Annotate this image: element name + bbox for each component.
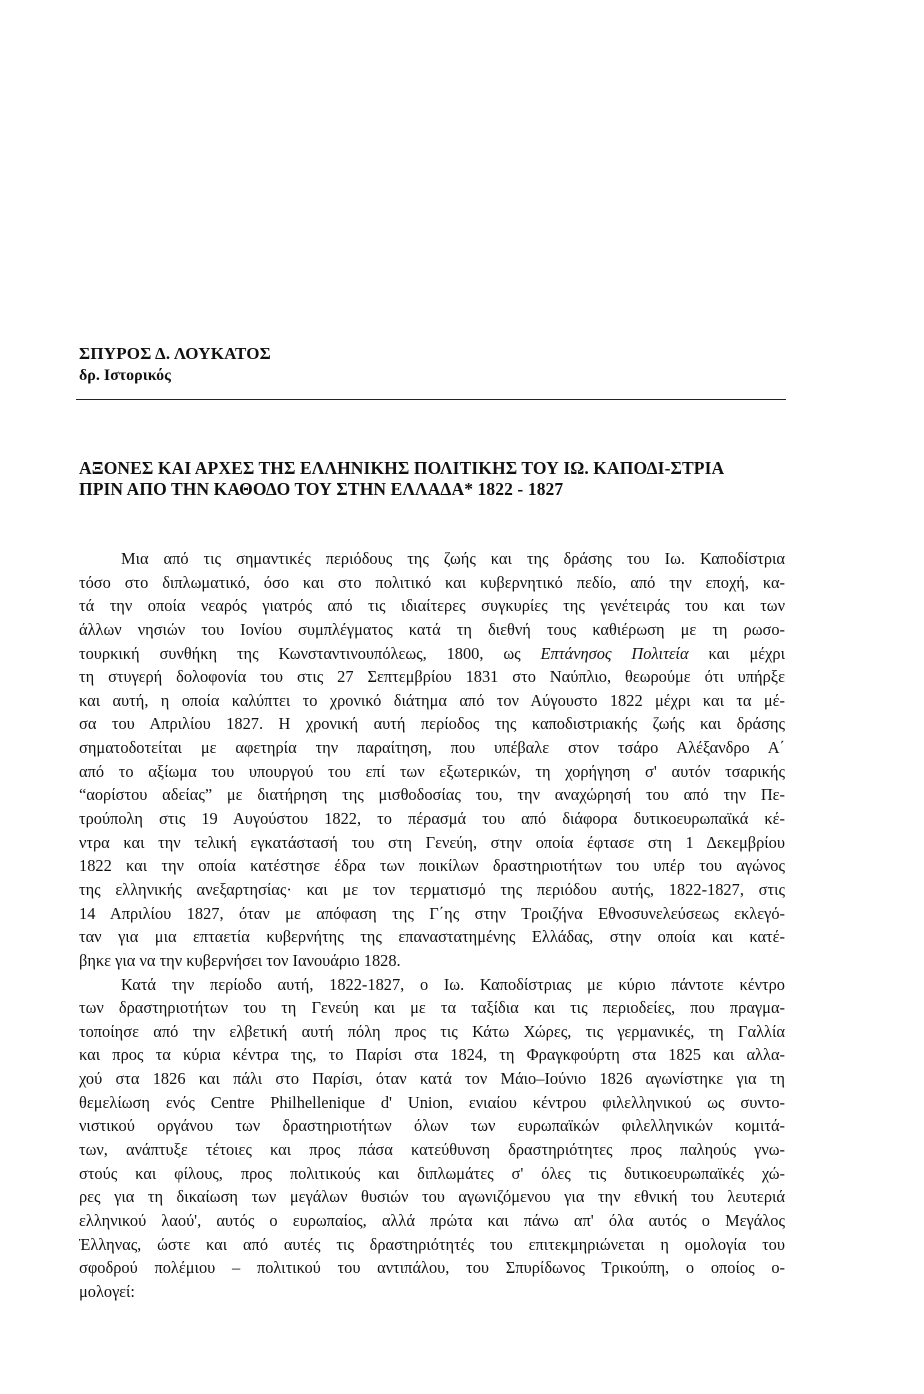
text-line: 1822 και την οποία κατέστησε έδρα των ποικίλων δραστηριοτήτων του υπέρ του αγώνος xyxy=(79,856,785,876)
text-line: τουρκική συνθήκη της Κωνσταντινουπόλεως, 1800, ως Επτάνησος Πολιτεία και μέχρι xyxy=(79,643,785,663)
paragraph xyxy=(79,973,785,1304)
author-name: ΣΠΥΡΟΣ Δ. ΛΟΥΚΑΤΟΣ xyxy=(79,344,271,363)
paragraph xyxy=(79,547,785,973)
text-line: νιστικού οργάνου των δραστηριοτήτων όλων των ευρωπαϊκών φιλελληνικών κομιτά- xyxy=(79,1116,785,1136)
text-line: ντρα και την τελική εγκατάστασή του στη Γενεύη, στην οποία έφτασε στη 1 Δεκεμβρίου xyxy=(79,832,785,852)
author-title: δρ. Ιστορικός xyxy=(79,367,171,384)
header-divider xyxy=(76,399,786,400)
text-line: στούς και φίλους, προς πολιτικούς και διπλωμάτες σ' όλες τις δυτικοευρωπαϊκές χώ- xyxy=(79,1163,785,1183)
text-line: και προς τα κύρια κέντρα της, το Παρίσι στα 1824, τη Φραγκφούρτη στα 1825 και αλλα- xyxy=(79,1045,785,1065)
text-line: τοποίησε από την ελβετική αυτή πόλη προς τις Κάτω Χώρες, τις γερμανικές, τη Γαλλία xyxy=(79,1021,785,1041)
text-line: ταν για μια επταετία κυβερνήτης της επαναστατημένης Ελλάδας, στην οποία και κατέ- xyxy=(79,927,785,947)
text-line: θεμελίωση ενός Centre Philhellenique d' Union, ενιαίου κέντρου φιλελληνικού ως συντο- xyxy=(79,1092,785,1112)
text-line: Μια από τις σημαντικές περιόδους της ζωής και της δράσης του Ιω. Καποδίστρια xyxy=(121,549,785,568)
text-line: σηματοδοτείται με αφετηρία την παραίτηση, που υπέβαλε στον τσάρο Αλέξανδρο Α΄ xyxy=(79,738,785,758)
text-line: ελληνικού λαού', αυτός ο ευρωπαίος, αλλά πρώτα και πάνω απ' όλα αυτός ο Μεγάλος xyxy=(79,1210,785,1230)
text-line: σφοδρού πολέμιου – πολιτικού του αντιπάλου, του Σπυρίδωνος Τρικούπη, ο οποίος ο- xyxy=(79,1258,785,1278)
text-line: Κατά την περίοδο αυτή, 1822-1827, ο Ιω. Καποδίστριας με κύριο πάντοτε κέντρο xyxy=(121,974,785,994)
text-line: της ελληνικής ανεξαρτησίας· και με τον τερματισμό της περιόδου αυτής, 1822-1827, στις xyxy=(79,879,785,899)
text-line: μολογεί: xyxy=(79,1281,135,1301)
text-line: και αυτή, η οποία καλύπτει το χρονικό διάτημα από τον Αύγουστο 1822 μέχρι και τα μέ- xyxy=(79,690,785,710)
article-title-line: ΑΞΟΝΕΣ ΚΑΙ ΑΡΧΕΣ ΤΗΣ ΕΛΛΗΝΙΚΗΣ ΠΟΛΙΤΙΚΗΣ ΤΟΥ ΙΩ. ΚΑΠΟΔΙ-ΣΤΡΙΑ xyxy=(79,458,725,478)
text-line: βηκε για να την κυβερνήσει τον Ιανουάριο 1828. xyxy=(79,950,401,970)
text-line: τη στυγερή δολοφονία του στις 27 Σεπτεμβρίου 1831 στο Ναύπλιο, θεωρούμε ότι υπήρξε xyxy=(79,667,785,687)
author-block xyxy=(79,344,271,388)
text-line: 14 Απριλίου 1827, όταν με απόφαση της Γ΄ης στην Τροιζήνα Εθνοσυνελεύσεως εκλεγό- xyxy=(79,903,785,923)
text-line: των, ανάπτυξε τέτοιες και προς πάσα κατεύθυνση δραστηριότητες προς παληούς γνω- xyxy=(79,1140,785,1160)
italic-term: Επτάνησος Πολιτεία xyxy=(540,643,689,663)
text-line: των δραστηριοτήτων του τη Γενεύη και με τα ταξίδια και τις περιοδείες, που πραγμα- xyxy=(79,998,785,1018)
text-line: σα του Απριλίου 1827. Η χρονική αυτή περίοδος της καποδιστριακής ζωής και δράσης xyxy=(79,714,785,734)
text-line: από το αξίωμα του υπουργού του επί των εξωτερικών, τη χορήγηση σ' αυτόν τσαρικής xyxy=(79,761,785,781)
text-line: Έλληνας, ώστε και από αυτές τις δραστηριότητές του επιτεκμηριώνεται η ομολογία του xyxy=(79,1234,785,1254)
article-title-line: ΠΡΙΝ ΑΠΟ ΤΗΝ ΚΑΘΟΔΟ ΤΟΥ ΣΤΗΝ ΕΛΛΑΔΑ* 1822 - 1827 xyxy=(79,479,564,499)
article-title xyxy=(79,458,791,500)
text-line: ρες για τη δικαίωση των μεγάλων θυσιών του αγωνιζόμενου για την εθνική του λευτεριά xyxy=(79,1187,785,1207)
text-line: τά την οποία νεαρός γιατρός από τις ιδιαίτερες συγκυρίες της γενέτειράς του και των xyxy=(79,596,785,616)
text-line: τόσο στο διπλωματικό, όσο και στο πολιτικό και κυβερνητικό πεδίο, από την εποχή, κα- xyxy=(79,572,785,592)
text-line: “αορίστου αδείας” με διατήρηση της μισθοδοσίας του, την αναχώρησή του από την Πε- xyxy=(79,785,785,805)
text-line: τρούπολη στις 19 Αυγούστου 1822, το πέρασμά του από διάφορα δυτικοευρωπαϊκά κέ- xyxy=(79,809,785,829)
article-body xyxy=(79,547,785,1304)
text-line: άλλων νησιών του Ιονίου συμπλέγματος κατά τη διεθνή τους καθιέρωση με τη ρωσο- xyxy=(79,619,785,639)
text-line: χού στα 1826 και πάλι στο Παρίσι, όταν κατά τον Μάιο–Ιούνιο 1826 αγωνίστηκε για τη xyxy=(79,1069,785,1089)
